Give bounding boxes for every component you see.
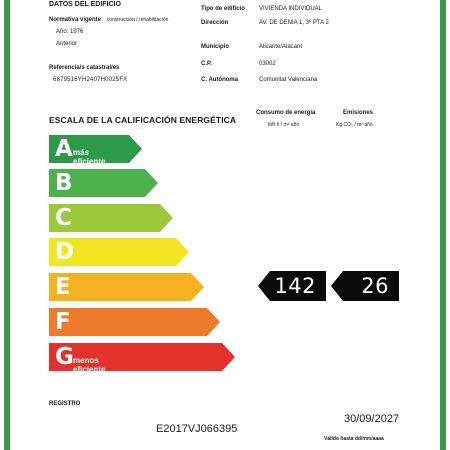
rating-bar-e-shape [49, 273, 205, 301]
rating-bar-f-shape [49, 308, 221, 336]
scale-title: ESCALA DE LA CALIFICACIÓN ENERGÉTICA [49, 115, 237, 125]
rating-note-most-efficient: más eficiente [73, 148, 106, 166]
rating-letter-b: B [55, 170, 73, 196]
norm-label-main: Normativa vigente [49, 17, 102, 23]
emissions-label: Emisiones [343, 110, 374, 116]
region-label: C. Autónoma [201, 77, 239, 83]
frame-right-border [440, 0, 446, 450]
rating-letter-d: D [55, 239, 75, 265]
address-value: AV. DE DENIA 1, 3º PTA 2 [259, 20, 329, 26]
registry-label: REGISTRO [49, 401, 81, 407]
norm-year: Año: 1976 [56, 29, 84, 35]
consumption-value: 142 [274, 274, 316, 298]
registry-code: E2017VJ066395 [156, 423, 238, 435]
type-value: VIVIENDA INDIVIDUAL [259, 6, 323, 12]
rating-letter-c: C [55, 205, 72, 231]
municipality-label: Municipio [201, 44, 229, 50]
norm-label [49, 17, 168, 23]
norm-label-sub: construcción / rehabilitación [106, 17, 169, 23]
emissions-value-box [331, 271, 399, 301]
postal-label: C.P. [201, 61, 212, 67]
consumption-unit: kW h / m² año [268, 122, 300, 128]
address-label: Dirección [201, 20, 229, 26]
rating-letter-a: A [55, 136, 73, 162]
postal-value: 03002 [259, 61, 276, 67]
cadastral-label: Referencia/s catastral/es [49, 65, 120, 71]
cadastral-value: 6879516YH2407H0025FX [53, 77, 128, 83]
rating-note-least-efficient: menos eficiente [73, 356, 106, 374]
rating-letter-f: F [55, 309, 71, 335]
region-value: Comunitat Valenciana [259, 77, 318, 83]
norm-value: Anterior [56, 41, 78, 47]
consumption-value-box [258, 271, 326, 301]
emissions-unit: Kg CO₂ / m² año [336, 122, 373, 128]
type-label: Tipo de edificio [201, 6, 245, 12]
municipality-value: Alicante/Alacant [259, 44, 303, 50]
consumption-label: Consumo de energía [256, 110, 316, 116]
emissions-value: 26 [361, 274, 389, 298]
rating-letter-g: G [55, 344, 74, 370]
valid-until-label: Válido hasta dd/mm/aaaa [324, 436, 384, 442]
valid-until-date: 30/09/2027 [344, 413, 400, 425]
frame-left-border [4, 0, 10, 450]
building-heading: DATOS DEL EDIFICIO [49, 1, 121, 8]
rating-letter-e: E [55, 274, 71, 300]
